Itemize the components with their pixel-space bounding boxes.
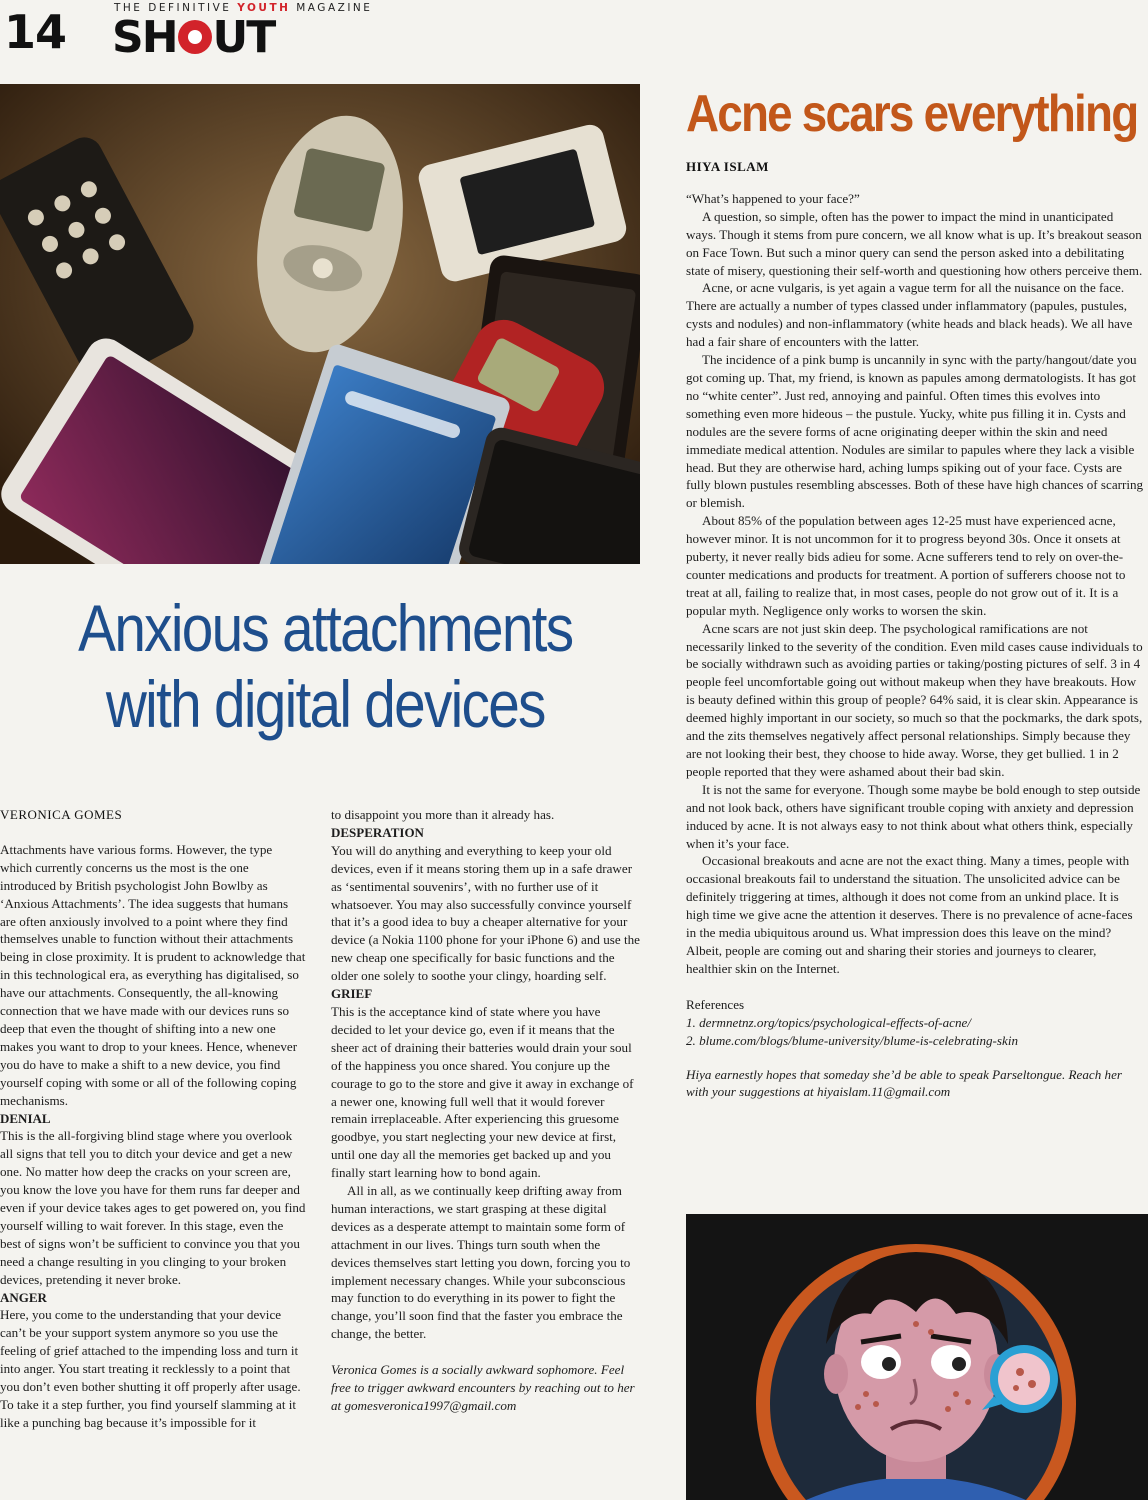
article-column-1	[0, 806, 306, 1432]
logo-o-mark	[178, 20, 212, 54]
headline-line: with digital devices	[105, 667, 545, 741]
logo-text: UT	[212, 12, 275, 63]
paragraph: The incidence of a pink bump is uncannily in sync with the party/hangout/date you got coming up. That, my friend, is known as papules among dermatologists. It has got no “white center”. Just red, annoying and painful. Often times this evolves into something even more hideous – the pustule. Yucky, white pus filling it in. Cysts and nodules are the severe forms of acne originating deeper within the skin and need immediate medical attention. Nodules are similar to papules where they lack a visible head. But they are otherwise hard, aching lumps spiking out of your face. Cysts are fully blown pustules resembling abscesses. Both of these have high chances of scarring or blemish.	[686, 352, 1144, 511]
tagline-highlight: YOUTH	[237, 2, 291, 14]
reference-link[interactable]: 1. dermnetnz.org/topics/psychological-effects-of-acne/	[686, 1014, 971, 1030]
subheading-denial: DENIAL	[0, 1110, 51, 1126]
paragraph: Attachments have various forms. However, the type which currently concerns us the most is the one introduced by British psychologist John Bowlby as ‘Anxious Attachments’. The idea suggests that humans are often anxiously involved to a point where they find themselves unable to function without their attachments being in close proximity. It is prudent to acknowledge that in this technological era, as everything has digitalised, so have our attachments. Consequently, the all-knowing connection that we have made with our devices runs so deep that even the thought of shifting into a new one makes you want to drop to your knees. Hence, whenever you do have to make a shift to a new device, you find yourself coping with some or all of the following coping mechanisms.	[0, 841, 306, 1108]
paragraph: Acne, or acne vulgaris, is yet again a vague term for all the nuisance on the face. There are actually a number of types classed under inflammatory (papules, pustules, cysts and nodules) and non-inflammatory (white heads and black heads). We all have had a fair share of encounters with the latter.	[686, 280, 1133, 350]
paragraph: A question, so simple, often has the power to impact the mind in unanticipated ways. Though it stems from pure concern, we all know what is up. It’s breakout season on Face Town. But such a minor query can send the person asked into a debilitating state of misery, questioning their self-worth and questioning how others perceive them.	[686, 208, 1143, 278]
article-column-3	[686, 158, 1144, 1101]
author-bio-hiya: Hiya earnestly hopes that someday she’d be able to speak Parseltongue. Reach her with your suggestions at hiyaislam.11@gmail.com	[686, 1066, 1122, 1100]
logo-text: SH	[112, 12, 177, 63]
subheading-anger: ANGER	[0, 1289, 47, 1305]
paragraph: Occasional breakouts and acne are not the exact thing. Many a times, people with occasional breakouts fail to understand the situation. The unsolicited advice can be definitely triggering at times, although it does not come from an unkind place. It is high time we give acne the attention it deserves. There is no prevalence of acne-faces in the media ubiquitous around us. What impression does this leave on the mind? Albeit, people are coming out and sharing their stories and journeys to clearer, healthier skin on the Internet.	[686, 853, 1133, 976]
tagline-part: THE DEFINITIVE	[114, 2, 238, 14]
article-headline-acne: Acne scars everything	[686, 85, 1138, 143]
subheading-grief: GRIEF	[331, 986, 373, 1002]
paragraph: You will do anything and everything to keep your old devices, even if it means storing them up in a safe drawer as ‘sentimental souvenirs’, with no further use of it whatsoever. You may also successfully convince yourself that it’s a good idea to buy a cheaper alternative for your device (a Nokia 1100 phone for your iPhone 6) and use the new cheap one specifically for basic functions and the older one solely to soothe your clingy, hoarding self.	[331, 842, 640, 984]
author-bio-veronica: Veronica Gomes is a socially awkward sophomore. Feel free to trigger awkward encounters by reaching out to her at gomesveronica1997@gmail.com	[331, 1362, 635, 1413]
paragraph: It is not the same for everyone. Though some maybe be bold enough to step outside and not look back, others have significant trouble coping with anxiety and depression induced by acne. It is not always easy to not think about what others think, especially when it’s your face.	[686, 781, 1141, 851]
references	[686, 996, 1144, 1050]
tagline-part: MAGAZINE	[290, 2, 373, 14]
article-headline-anxious-attachments	[20, 590, 631, 742]
paragraph: Acne scars are not just skin deep. The psychological ramifications are not necessarily linked to the severity of the condition. Even mild cases cause individuals to be socially withdrawn such as avoiding parties or taking/posting pictures of self. 3 in 4 people feel uncomfortable going out without makeup when they have breakouts. How is beauty defined within this group of people? 64% said, it is clear skin. Appearance is deemed highly important in our society, so much so that the pockmarks, the dark spots, and the zits themselves negatively affect personal relationships. Simply because they are not looking their best, they choose to hide away. Worse, they get bullied. 1 in 2 people reported that they were ashamed about their bad skin.	[686, 620, 1143, 779]
page-number: 14	[4, 5, 67, 59]
article-column-2	[331, 806, 641, 1415]
paragraph: About 85% of the population between ages 12-25 must have experienced acne, however minor. It is not uncommon for it to progress beyond 30s. Once it onsets at puberty, it never really bids adieu for some. Acne sufferers tend to rely on over-the-counter medications and products for treatment. A portion of sufferers choose not to treat at all, failing to realize that, in most cases, people do not grow out of it. It is a popular myth. Negligence only works to worsen the skin.	[686, 513, 1126, 618]
paragraph: to disappoint you more than it already has.	[331, 807, 555, 822]
shout-logo	[112, 14, 274, 62]
paragraph: This is the all-forgiving blind stage where you overlook all signs that tell you to ditch your device and get a new one. No matter how deep the cracks on your screen are, you know the love you have for them runs far deeper and even if your device takes ages to get powered on, you find yourself willing to wait forever. In this stage, even the best of signs won’t be sufficient to convince you that you need a change resulting in you clinging to your broken devices, pretending it never broke.	[0, 1128, 306, 1287]
paragraph: “What’s happened to your face?”	[686, 190, 860, 206]
paragraph: Here, you come to the understanding that your device can’t be your support system anymore so you use the feeling of grief attached to the impending loss and turn it into anger. You start treating it recklessly to a point that you don’t even bother shutting it off properly after usage. To take it a step further, you find yourself slamming at it like a punching bag because it’s impossible for it	[0, 1307, 301, 1430]
references-title: References	[686, 996, 745, 1012]
byline-hiya: HIYA ISLAM	[686, 159, 769, 174]
reference-link[interactable]: 2. blume.com/blogs/blume-university/blume-is-celebrating-skin	[686, 1032, 1018, 1048]
acne-boy-illustration	[686, 1214, 1148, 1500]
byline-veronica: VERONICA GOMES	[0, 807, 123, 822]
headline-line: Anxious attachments	[78, 591, 573, 665]
old-phones-photo	[0, 84, 640, 564]
paragraph: All in all, as we continually keep drifting away from human interactions, we start grasping at these digital devices as a desperate attempt to maintain some form of attachment in our lives. Things turn south when the devices themselves start letting you down, forcing you to implement necessary changes. While your subconscious may function to do everything in its power to fight the change, you’ll soon find that the faster you embrace the change, the better.	[331, 1183, 631, 1342]
subheading-desperation: DESPERATION	[331, 824, 424, 840]
paragraph: This is the acceptance kind of state where you have decided to let your device go, even if it means that the sheer act of draining their batteries would drain your soul of the happiness you once shared. You conjure up the courage to go to the store and give it away in exchange of a newer one, knowing full well that it would forever remain irreplaceable. After experiencing this gruesome goodbye, you start neglecting your new device at first, until one day all the memories get backed up and you finally start learning how to bond again.	[331, 1003, 634, 1181]
